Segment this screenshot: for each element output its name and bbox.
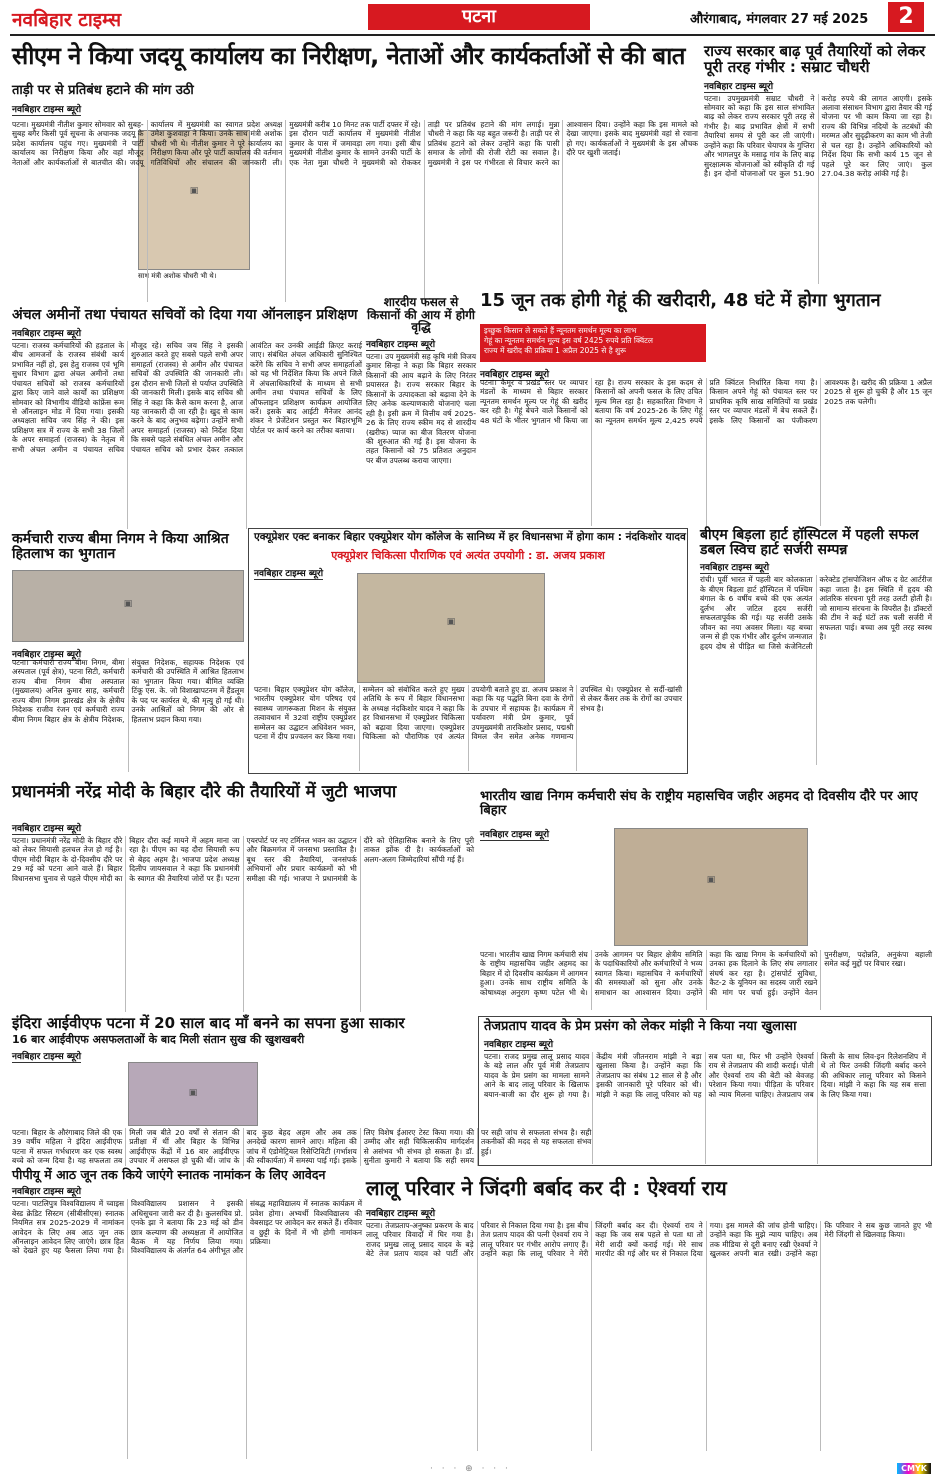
photo-placeholder-icon: ▣	[188, 1087, 198, 1098]
article-body: पटना। कैमूर व प्रखंड स्तर पर व्यापार मंडलों के माध्यम से बिहार सरकार न्यूनतम समर्थन मूल्य पर गेहूं की खरीद कर रही है। गेहूं बेचने वाले किसानों को 48 घंटों के भीतर भुगतान भी किया जा रहा है। राज्य सरकार के इस कदम से किसानों को अपनी फसल के लिए उचित मूल्य मिल रहा है। सहकारिता विभाग ने बताया कि वर्ष 2025-26 के लिए गेहूं का न्यूनतम समर्थन मूल्य 2,425 रुपये प्रति क्विंटल निर्धारित किया गया है। किसान अपने गेहूं को पंचायत स्तर पर प्राथमिक कृषि साख समितियों या प्रखंड स्तर पर व्यापार मंडलों में बेच सकते हैं। इसके लिए किसानों का पंजीकरण आवश्यक है। खरीद की प्रक्रिया 1 अप्रैल 2025 से शुरू हो चुकी है और 15 जून 2025 तक चलेगी।	[480, 378, 932, 425]
headline: कर्मचारी राज्य बीमा निगम ने किया आश्रित हितलाभ का भुगतान	[12, 531, 229, 562]
story-amin-training	[12, 308, 362, 528]
headline: प्रधानमंत्री नरेंद्र मोदी के बिहार दौरे की तैयारियों में जुटी भाजपा	[12, 782, 397, 802]
story-farmer-income	[366, 296, 476, 528]
byline: नवबिहार टाइम्स ब्यूरो	[366, 1209, 436, 1219]
story-fci-union	[480, 790, 932, 1012]
highlight-item: राज्य में खरीद की प्रक्रिया 1 अप्रैल 2025 से है शुरू	[484, 345, 626, 355]
byline: नवबिहार टाइम्स ब्यूरो	[366, 339, 436, 350]
article-body: पटना। उपमुख्यमंत्री सम्राट चौधरी ने सोमवार को कहा कि इस साल संभावित बाढ़ को लेकर राज्य सरकार पूरी तरह से गंभीर है। बाढ़ प्रभावित क्षेत्रों में सभी तैयारियां समय से पूरी कर ली जाएंगी। उन्होंने कहा कि परिवार चेयापत्र के गुप्तिरा और भागलपुर के मसाढ़ु गांव के लिए बाढ़ सुरक्षात्मक योजनाओं को स्वीकृति दी गई है। इन दोनों योजनाओं पर कुल 51.90 करोड़ रुपये की लागत आएगी। इसके अलावा संसाधन विभाग द्वारा तैयार की गई योजना पर भी काम किया जा रहा है। राज्य की विभिन्न नदियों के तटबंधों की मरम्मत और सुदृढ़ीकरण का काम भी तेजी से चल रहा है। उन्होंने अधिकारियों को निर्देश दिया कि सभी कार्य 15 जून से पहले पूरे कर लिए जाएं। कुल 27.04.38 करोड़ आंकी गई है।	[704, 93, 932, 179]
byline: नवबिहार टाइम्स ब्यूरो	[254, 569, 324, 579]
headline: 15 जून तक होगी गेहूं की खरीदारी, 48 घंटे में होगा भुगतान	[480, 290, 881, 311]
masthead	[0, 0, 945, 38]
photo-placeholder-icon: ▣	[123, 599, 133, 609]
headline: लालू परिवार ने जिंदगी बर्बाद कर दी : ऐश्वर्या राय	[366, 1176, 727, 1200]
byline: नवबिहार टाइम्स ब्यूरो	[704, 81, 774, 92]
article-body: पटना। मुख्यमंत्री नीतीश कुमार सोमवार को सुबह-सुबह बगैर किसी पूर्व सूचना के अचानक जदयू के प्रदेश कार्यालय पहुंच गए। मुख्यमंत्री ने पार्टी कार्यालय का निरीक्षण किया और वहां मौजूद नेताओं और कार्यकर्ताओं से बातचीत की। जदयू कार्यालय में मुख्यमंत्री का स्वागत प्रदेश अध्यक्ष उमेश कुशवाहा ने किया। उनके साथ मंत्री अशोक चौधरी भी थे। नीतीश कुमार ने पूरे कार्यालय का निरीक्षण किया और पूरे पार्टी कार्यालय की वर्तमान गतिविधियों और संचालन की जानकारी ली। मुख्यमंत्री करीब 10 मिनट तक पार्टी दफ्तर में रहे। इस दौरान पार्टी कार्यालय में मुख्यमंत्री नीतीश कुमार के पास में जमावड़ा लग गया। इसी बीच मुख्यमंत्री नीतीश कुमार के सामने उनकी पार्टी के एक नेता मुन्ना चौधरी ने मुख्यमंत्री को रोककर ताड़ी पर प्रतिबंध हटाने की मांग लगाई। मुन्ना चौधरी ने कहा कि यह बहुत जरूरी है। ताड़ी पर से प्रतिबंध हटाने को लेकर उन्होंने कहा कि पासी समाज के लोगों की रोजी रोटी का सवाल है। मुख्यमंत्री ने इस पर गंभीरता से विचार करने का आश्वासन दिया। उन्होंने कहा कि इस मामले को देखा जाएगा। इसके बाद मुख्यमंत्री वहां से रवाना हो गए। कार्यकर्ताओं ने मुख्यमंत्री के इस औचक दौरे पर खुशी जताई।	[12, 120, 698, 167]
photo-caption: साथ मंत्री अशोक चौधरी भी थे।	[138, 272, 217, 280]
byline: नवबिहार टाइम्स ब्यूरो	[12, 824, 82, 834]
headline: तेजप्रताप यादव के प्रेम प्रसंग को लेकर मांझी ने किया नया खुलासा	[484, 1019, 797, 1034]
story-ppu-admission	[12, 1168, 362, 1458]
paper-name: नवबिहार टाइम्स	[12, 9, 122, 31]
section-tag	[368, 4, 590, 30]
headline: भारतीय खाद्य निगम कर्मचारी संघ के राष्ट्रीय महासचिव जहीर अहमद दो दिवसीय दौरे पर आए बिहार	[480, 789, 918, 818]
photo-fci-welcome	[614, 828, 808, 946]
story-pm-visit	[12, 778, 474, 1014]
byline: नवबिहार टाइम्स ब्यूरो	[12, 1052, 82, 1063]
headline: अंचल अमीनों तथा पंचायत सचिवों को दिया गया ऑनलाइन प्रशिक्षण	[12, 307, 358, 323]
photo-acupressure-event	[357, 573, 545, 683]
story-wheat-procurement	[480, 292, 932, 528]
photo-esic-event	[12, 570, 244, 642]
story-heart-surgery	[700, 528, 932, 774]
highlight-item: इच्छुक किसान ले सकते हैं न्यूनतम समर्थन मूल्य का लाभ	[484, 326, 637, 335]
byline: नवबिहार टाइम्स ब्यूरो	[12, 1187, 82, 1198]
article-body: पटना। कर्मचारी राज्य बीमा निगम, बीमा अस्पताल (पूर्व क्षेत्र), पटना सिटी, कर्मचारी राज्य बीमा निगम बीमा अस्पताल (मुख्यालय) अनिल कुमार साह, कर्मचारी राज्य बीमा निगम झारखंड क्षेत्र के क्षेत्रीय निदेशक राजीव रंजन एवं कर्मचारी राज्य बीमा निगम बिहार क्षेत्र के क्षेत्रीय निदेशक, संयुक्त निदेशक, सहायक निदेशक एवं कर्मचारी की उपस्थिति में आश्रित हितलाभ का भुगतान किया गया। बीमित व्यक्ति टिंकू एस. के. जो विशाखापटनम में हैंडलूम के पद पर कार्यरत थे, की मृत्यु हो गई थी। उनके आश्रितों को निगम की ओर से हितलाभ प्रदान किया गया।	[12, 658, 244, 724]
article-body: पटना। बिहार एक्यूप्रेशर योग कॉलेज, भारतीय एक्यूप्रेशर योग परिषद एवं स्वास्थ्य जागरूकता मिशन के संयुक्त तत्वावधान में 32वां राष्ट्रीय एक्यूप्रेशर सम्मेलन का उद्घाटन अधिवेशन भवन, पटना में दीप प्रज्वलन कर किया गया। सम्मेलन को संबोधित करते हुए मुख्य अतिथि के रूप में बिहार विधानसभा के अध्यक्ष नंदकिशोर यादव ने कहा कि हर विधानसभा में एक्यूप्रेशर चिकित्सा को बढ़ावा दिया जाएगा। एक्यूप्रेशर चिकित्सा को पौराणिक एवं अत्यंत उपयोगी बताते हुए डा. अजय प्रकाश ने कहा कि यह पद्धति बिना दवा के रोगों के उपचार में सहायक है। कार्यक्रम में पर्यावरण मंत्री प्रेम कुमार, पूर्व उपमुख्यमंत्री तारकिशोर प्रसाद, पद्मश्री विमल जैन समेत अनेक गणमान्य उपस्थित थे। एक्यूप्रेशर से सर्दी-खांसी से लेकर कैंसर तक के रोगों का उपचार संभव है।	[254, 685, 682, 742]
highlight-item: गेहूं का न्यूनतम समर्थन मूल्य इस वर्ष 2425 रुपये प्रति क्विंटल	[484, 335, 653, 345]
byline: नवबिहार टाइम्स ब्यूरो	[700, 563, 770, 574]
article-body: पटना। राजद प्रमुख लालू प्रसाद यादव के बड़े लाल और पूर्व मंत्री तेजप्रताप यादव के प्रेम प्रसंग का मामला सामने आने के बाद लालू परिवार के खिलाफ बयान-बाजी का दौर शुरू हो गया है। केंद्रीय मंत्री जीतनराम मांझी ने बड़ा खुलासा किया है। उन्होंने कहा कि तेजप्रताप का संबंध 12 साल से है और इसकी जानकारी पूरे परिवार को थी। मांझी ने कहा कि लालू परिवार को यह सब पता था, फिर भी उन्होंने ऐश्वर्या राय से तेजप्रताप की शादी कराई। पोती और ऐश्वर्या राय की बेटी को बेवजह परेशान किया गया। पीड़िता के परिवार को न्याय मिलना चाहिए। तेजप्रताप जब किसी के साथ लिव-इन रिलेशनशिप में थे तो फिर उनकी जिंदगी बर्बाद करने की अधिकार लालू परिवार को किसने दिया। मांझी ने कहा कि यह सब सत्ता के लिए किया गया।	[484, 1051, 926, 1099]
headline: सीएम ने किया जदयू कार्यालय का निरीक्षण, नेताओं और कार्यकर्ताओं से की बात	[12, 42, 685, 70]
story-esic	[12, 532, 244, 774]
headline: बीएम बिड़ला हार्ट हॉस्पिटल में पहली सफल डबल स्विच हार्ट सर्जरी सम्पन्न	[700, 527, 919, 558]
article-body: पटना। बिहार के औरंगाबाद जिले की एक 39 वर्षीय महिला ने इंदिरा आईवीएफ पटना में सफल गर्भधारण कर एक स्वस्थ बच्चे को जन्म दिया है। यह सफलता तब मिली जब बीते 20 वर्षों से संतान की प्रतीक्षा में थीं और बिहार के विभिन्न आईवीएफ केंद्रों में 16 बार आईवीएफ उपचार में असफल हो चुकी थीं। जांच के बाद कुछ बेहद अहम और अब तक अनदेखे कारण सामने आए। महिला की जांच में एंडोमेट्रियल रिसेप्टिविटी (गर्भाशय की स्वीकार्यता) में समस्या पाई गई। इसके लिए विशेष ईआरए टेस्ट किया गया। की उम्मीद और सही चिकित्सकीय मार्गदर्शन से असंभव भी संभव हो सकता है। डॉ. सुनीता कुमारी ने बताया कि सही समय पर सही जांच से सफलता संभव है। सही तकनीकों की मदद से यह सफलता संभव हुई।	[12, 1128, 592, 1166]
headline: एक्यूप्रेशर एक्ट बनाकर बिहार एक्यूप्रेशर योग कॉलेज के सानिध्य में हर विधानसभा में होगा काम : नंदकिशोर यादव	[254, 531, 686, 543]
article-body: रांची। पूर्वी भारत में पहली बार कोलकाता के बीएम बिड़ला हार्ट हॉस्पिटल में पश्चिम बंगाल के 6 वर्षीय बच्चे की एक अत्यंत दुर्लभ और जटिल हृदय सर्जरी सफलतापूर्वक की गई। यह सर्जरी उसके जीवन का नया अवसर मिला। यह बच्चा जन्म से ही एक गंभीर और दुर्लभ जन्मजात हृदय दोष से पीड़ित था जिसे कंजेनिटली करेक्टेड ट्रांसपोजिशन ऑफ द ग्रेट आर्टरीज कहा जाता है। इस स्थिति में हृदय की आंतरिक संरचना पूरी तरह उलटी होती है। जो सामान्य संरचना के विपरीत है। डॉक्टरों की टीम ने कई घंटों तक चली सर्जरी में सफलता पाई। बच्चा अब पूरी तरह स्वस्थ है।	[700, 575, 932, 651]
story-manjhi-tejpratap	[478, 1016, 932, 1166]
dateline: औरंगाबाद, मंगलवार 27 मई 2025	[690, 12, 869, 27]
byline: नवबिहार टाइम्स ब्यूरो	[12, 104, 82, 115]
story-flood-prep	[704, 44, 932, 304]
photo-placeholder-icon: ▣	[189, 186, 199, 197]
headline: पीपीयू में आठ जून तक किये जाएंगे स्नातक नामांकन के लिए आवेदन	[12, 1167, 326, 1182]
subheadline: 16 बार आईवीएफ असफलताओं के बाद मिली संतान सुख की खुशखबरी	[12, 1032, 305, 1046]
headline: शारदीय फसल से किसानों की आय में होगी वृद्धि	[366, 295, 476, 335]
byline: नवबिहार टाइम्स ब्यूरो	[484, 1039, 554, 1050]
register-mark: · · · ⊕ · · ·	[430, 1464, 511, 1474]
photo-placeholder-icon: ▣	[446, 617, 456, 628]
byline: नवबिहार टाइम्स ब्यूरो	[12, 650, 82, 660]
photo-placeholder-icon: ▣	[706, 875, 716, 886]
masthead-rule	[10, 34, 935, 36]
article-body: पटना। भारतीय खाद्य निगम कर्मचारी संघ के राष्ट्रीय महासचिव जहीर अहमद का बिहार में दो दिवसीय कार्यक्रम में आगमन हुआ। उनके साथ राष्ट्रीय समिति के कोषाध्यक्ष अनुराग कृष्ण पटेल भी थे। उनके आगमन पर बिहार क्षेत्रीय समिति के पदाधिकारियों और कर्मचारियों ने भव्य स्वागत किया। महासचिव ने कर्मचारियों की समस्याओं को सुना और उनके समाधान का आश्वासन दिया। उन्होंने कहा कि खाद्य निगम के कर्मचारियों को उनका हक दिलाने के लिए संघ लगातार संघर्ष कर रहा है। ट्रांसपोर्ट सुविधा, कैट-2 के यूनियन का सदस्य जारी रखने की मांग पर चर्चा हुई। उन्होंने वेतन पुनरीक्षण, पदोन्नति, अनुकंपा बहाली समेत कई मुद्दों पर विचार रखा।	[480, 950, 932, 997]
article-body: पटना। पाटलिपुत्र विश्वविद्यालय में च्वाइस बेस्ड क्रेडिट सिस्टम (सीबीसीएस) स्नातक नियमित सत्र 2025-2029 में नामांकन आवेदन के लिए अब आठ जून तक ऑनलाइन आवेदन लिए जाएंगे। छात्र हित को देखते हुए यह फैसला लिया गया है। विश्वविद्यालय प्रशासन ने इसकी अधिसूचना जारी कर दी है। कुलसचिव प्रो. एनके झा ने बताया कि 23 मई को डीन छात्र कल्याण की अध्यक्षता में आयोजित बैठक में यह निर्णय लिया गया। विश्वविद्यालय के अंतर्गत 64 अंगीभूत और संबद्ध महाविद्यालय में स्नातक कार्यक्रम में प्रवेश होगा। अभ्यर्थी विश्वविद्यालय की वेबसाइट पर आवेदन कर सकते हैं। रविवार व छुट्टी के दिनों में भी होगी नामांकन प्रक्रिया।	[12, 1199, 363, 1256]
footer	[0, 1462, 945, 1478]
subheadline: एक्यूप्रेशर चिकित्सा पौराणिक एवं अत्यंत उपयोगी : डा. अजय प्रकाश	[331, 549, 605, 562]
article-body: पटना। राजस्व कर्मचारियों की हड़ताल के बीच आमजनों के राजस्व संबंधी कार्य प्रभावित नहीं हो, इस हेतु राजस्व एवं भूमि सुधार विभाग द्वारा अंचल अमीनों तथा पंचायत सचिवों को राजस्व कर्मचारियों द्वारा किए जाने वाले कार्यों का प्रशिक्षण सोमवार को विभागीय वीडियो कांफ्रेंस रूम से ऑनलाइन मोड में दिया गया। इसकी अध्यक्षता सचिव जय सिंह ने की। इस प्रशिक्षण सत्र में राज्य के सभी 38 जिलों के अपर समाहर्ता (राजस्व) के नेतृत्व में सभी अंचल अमीन व पंचायत सचिव मौजूद रहे। सचिव जय सिंह ने इसकी शुरुआत करते हुए सबसे पहले सभी अपर समाहर्ता (राजस्व) से अमीन और पंचायत सचिवों की उपस्थिति की जानकारी ली। इस दौरान सभी जिलों से पर्याप्त उपस्थिति की जानकारी मिली। इसके बाद सचिव श्री सिंह ने कहा कि कैसे काम करना है, आज यह जानकारी दी जा रही है। खुद से काम करने के बाद अनुभव बढ़ेगा। उन्होंने सभी अपर समाहर्ता (राजस्व) को निर्देश दिया कि सबसे पहले संबंधित अंचल अमीन और पंचायत सचिव को प्रभार देकर तत्काल आवंटित कर उनकी आईडी क्रिएट कराई जाए। संबंधित अंचल अधिकारी सुनिश्चित करेंगे कि सचिव ने सभी अपर समाहर्ताओं को यह भी निर्देशित किया कि अपने जिले में अंचलाधिकारियों के माध्यम से सभी अमीन तथा पंचायत सचिवों के लिए ऑफलाइन प्रशिक्षण कार्यक्रम आयोजित करें। इसके बाद आईटी मैनेजर आनंद शंकर ने प्रेजेंटेशन प्रस्तुत कर बिहारभूमि पोर्टल पर कार्य करने का तरीका बताया।	[12, 340, 362, 454]
byline: नवबिहार टाइम्स ब्यूरो	[480, 830, 550, 840]
page-number: 2	[888, 2, 924, 32]
cmyk-bar: CMYK	[897, 1463, 931, 1474]
section-label: पटना	[462, 6, 496, 27]
story-aishwarya-rai	[366, 1168, 932, 1458]
story-ivf	[12, 1014, 592, 1166]
article-body: पटना। उप मुख्यमंत्री सह कृषि मंत्री विजय कुमार सिन्हा ने कहा कि बिहार सरकार किसानों की आय बढ़ाने के लिए निरंतर प्रयासरत है। राज्य सरकार बिहार के किसानों के उत्पादकता को बढ़ावा देने के लिए अनेक कल्याणकारी योजनाएं चला रही है। इसी क्रम में वित्तीय वर्ष 2025-26 के लिए राज्य स्कीम मद से शारदीय (खरीफ) प्याज का बीज वितरण योजना की शुरुआत की गई है। इस योजना के तहत किसानों को 75 प्रतिशत अनुदान पर बीज उपलब्ध कराया जाएगा।	[366, 351, 476, 465]
highlights-box	[480, 324, 706, 362]
headline: राज्य सरकार बाढ़ पूर्व तैयारियों को लेकर पूरी तरह गंभीर : सम्राट चौधरी	[704, 42, 926, 76]
article-body: पटना। प्रधानमंत्री नरेंद्र मोदी के बिहार दौरे को लेकर सियासी हलचल तेज हो गई है। पीएम मोदी बिहार के दो-दिवसीय दौरे पर 29 मई को पटना आने वाले हैं। बिहार विधानसभा चुनाव से पहले पीएम मोदी का बिहार दौरा कई मायने में अहम माना जा रहा है। पीएम का यह दौरा सियासी रूप से बेहद अहम है। भाजपा प्रदेश अध्यक्ष दिलीप जायसवाल ने कहा कि प्रधानमंत्री के स्वागत की तैयारियां जोरों पर हैं। पटना एयरपोर्ट पर नए टर्मिनल भवन का उद्घाटन और बिक्रमगंज में जनसभा प्रस्तावित है। बूथ स्तर की तैयारियां, जनसंपर्क अभियानों और प्रचार कार्यक्रमों को भी समीक्षा की गई। भाजपा ने प्रधानमंत्री के दौरे को ऐतिहासिक बनाने के लिए पूरी ताकत झोंक दी है। कार्यकर्ताओं को अलग-अलग जिम्मेदारियां सौंपी गई हैं।	[12, 836, 474, 883]
byline: नवबिहार टाइम्स ब्यूरो	[480, 370, 550, 380]
story-acupressure	[248, 528, 688, 774]
headline: इंदिरा आईवीएफ पटना में 20 साल बाद माँ बनने का सपना हुआ साकार	[12, 1014, 405, 1032]
byline: नवबिहार टाइम्स ब्यूरो	[12, 328, 82, 339]
article-body: पटना। तेजप्रताप-अनुष्का प्रकरण के बाद लालू परिवार विवादों में घिर गया है। राजद प्रमुख लालू प्रसाद यादव के बड़े बेटे तेज प्रताप यादव को पार्टी और परिवार से निकाल दिया गया है। इस बीच तेज प्रताप यादव की पत्नी ऐश्वर्या राय ने लालू परिवार पर गंभीर आरोप लगाए हैं। उन्होंने कहा कि लालू परिवार ने मेरी जिंदगी बर्बाद कर दी। ऐश्वर्या राय ने कहा कि जब सब पहले से पता था तो मेरी शादी क्यों कराई गई। मेरे साथ मारपीट की गई और घर से निकाल दिया गया। इस मामले की जांच होनी चाहिए। उन्होंने कहा कि मुझे न्याय चाहिए। अब तक मीडिया से दूरी बनाए रखी ऐश्वर्या ने खुलकर अपनी बात रखी। उन्होंने कहा कि परिवार ने सब कुछ जानते हुए भी मेरी जिंदगी से खिलवाड़ किया।	[366, 1221, 932, 1259]
photo-ivf-event	[128, 1062, 258, 1126]
story-cm-visit	[12, 44, 698, 304]
subheadline: ताड़ी पर से प्रतिबंध हटाने की मांग उठी	[12, 83, 194, 98]
